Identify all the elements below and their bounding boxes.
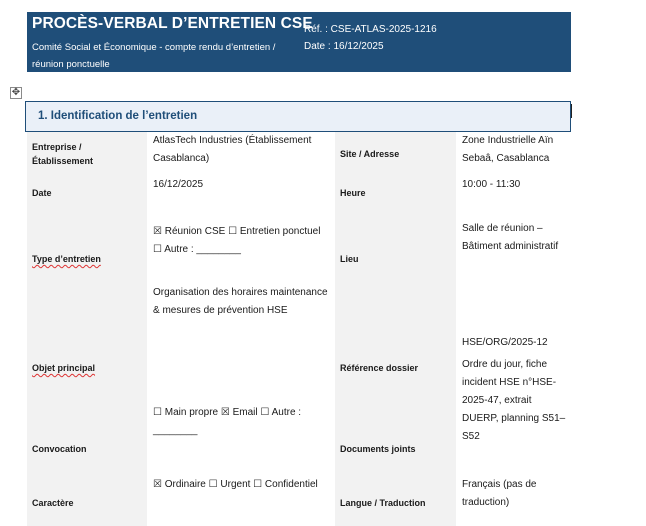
- objet-label: Objet principal: [27, 308, 147, 379]
- document-date: Date : 16/12/2025: [304, 41, 384, 52]
- identification-table: [27, 132, 571, 526]
- convocation-label: Convocation: [27, 379, 147, 466]
- heure-value[interactable]: 10:00 - 11:30: [456, 176, 571, 210]
- text-cursor: [571, 104, 572, 118]
- reference-label: Référence dossier: [335, 308, 456, 379]
- document-subtitle: Comité Social et Économique - compte rendu d’entretien / réunion ponctuelle: [32, 42, 276, 70]
- document-header-banner: [27, 12, 571, 72]
- site-value[interactable]: Zone Industrielle Aïn Sebaâ, Casablanca: [456, 132, 571, 176]
- move-handle-icon[interactable]: ✥: [11, 87, 21, 98]
- entreprise-label: Entreprise / Établissement: [27, 132, 147, 176]
- heure-label: Heure: [335, 176, 456, 210]
- date-value[interactable]: 16/12/2025: [147, 176, 335, 210]
- langue-label: Langue / Traduction: [335, 466, 456, 526]
- entreprise-value[interactable]: AtlasTech Industries (Établissement Casablanca): [147, 132, 335, 176]
- document-reference: Réf. : CSE-ATLAS-2025-1216: [304, 24, 437, 35]
- type-label: Type d’entretien: [27, 210, 147, 308]
- reference-value[interactable]: HSE/ORG/2025-12: [456, 308, 571, 379]
- type-value[interactable]: ☒ Réunion CSE ☐ Entretien ponctuel ☐ Autre : ________: [147, 210, 335, 308]
- document-title: PROCÈS-VERBAL D’ENTRETIEN CSE: [32, 15, 313, 32]
- convocation-value[interactable]: ☐ Main propre ☒ Email ☐ Autre : ________: [147, 379, 335, 466]
- site-label: Site / Adresse: [335, 132, 456, 176]
- section-title: 1. Identification de l’entretien: [38, 110, 198, 122]
- caractere-value[interactable]: ☒ Ordinaire ☐ Urgent ☐ Confidentiel: [147, 466, 335, 526]
- lieu-label: Lieu: [335, 210, 456, 308]
- caractere-label: Caractère: [27, 466, 147, 526]
- documents-label: Documents joints: [335, 379, 456, 466]
- documents-value[interactable]: Ordre du jour, fiche incident HSE n°HSE-2025-47, extrait DUERP, planning S51–S52: [456, 356, 571, 466]
- langue-value[interactable]: Français (pas de traduction): [456, 466, 571, 526]
- lieu-value[interactable]: Salle de réunion – Bâtiment administratif: [456, 210, 571, 308]
- section-header: [25, 101, 571, 132]
- objet-value[interactable]: Organisation des horaires maintenance & mesures de prévention HSE: [147, 284, 335, 379]
- date-label: Date: [27, 176, 147, 210]
